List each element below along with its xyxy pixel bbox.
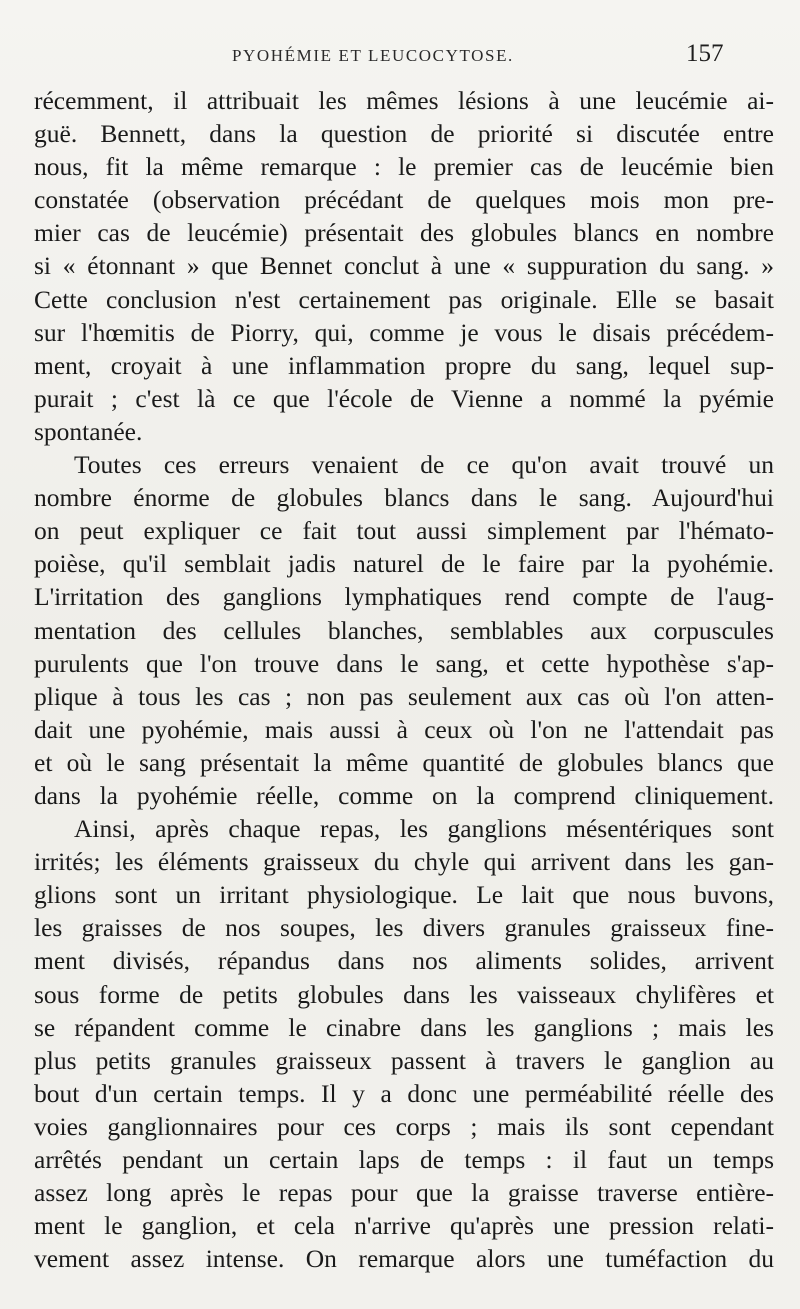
text-line: poièse, qu'il semblait jadis naturel de le faire par la pyohémie. xyxy=(34,549,774,579)
text-line: assez long après le repas pour que la graisse traverse entière- xyxy=(34,1178,774,1208)
text-line: voies ganglionnaires pour ces corps ; mais ils sont cependant xyxy=(34,1111,774,1141)
text-line: et où le sang présentait la même quantité de globules blancs que xyxy=(34,747,774,777)
text-line: plique à tous les cas ; non pas seulement aux cas où l'on atten- xyxy=(34,681,774,711)
text-line: purait ; c'est là ce que l'école de Vienne a nommé la pyémie xyxy=(34,383,774,413)
text-line: Ainsi, après chaque repas, les ganglions mésentériques sont xyxy=(74,814,774,844)
text-line: ment le ganglion, et cela n'arrive qu'après une pression relati- xyxy=(34,1211,774,1241)
text-line: si « étonnant » que Bennet conclut à une « suppuration du sang. » xyxy=(34,251,774,281)
body-text xyxy=(34,84,774,1275)
text-line: nombre énorme de globules blancs dans le sang. Aujourd'hui xyxy=(34,483,774,513)
text-line: dans la pyohémie réelle, comme on la comprend cliniquement. xyxy=(34,780,774,810)
text-line: Cette conclusion n'est certainement pas originale. Elle se basait xyxy=(34,284,774,314)
page-number: 157 xyxy=(686,40,724,67)
text-line: plus petits granules graisseux passent à travers le ganglion au xyxy=(34,1045,774,1075)
text-line: sous forme de petits globules dans les vaisseaux chylifères et xyxy=(34,979,774,1009)
text-line: mier cas de leucémie) présentait des globules blancs en nombre xyxy=(34,218,774,248)
text-line: glions sont un irritant physiologique. Le lait que nous buvons, xyxy=(34,880,774,910)
running-title: PYOHÉMIE ET LEUCOCYTOSE. xyxy=(232,46,514,65)
text-line: L'irritation des ganglions lymphatiques rend compte de l'aug- xyxy=(34,582,774,612)
text-line: spontanée. xyxy=(34,416,143,446)
text-line: nous, fit la même remarque : le premier cas de leucémie bien xyxy=(34,152,774,182)
text-line: constatée (observation précédant de quelques mois mon pre- xyxy=(34,185,774,215)
text-line: récemment, il attribuait les mêmes lésions à une leucémie ai- xyxy=(34,86,774,115)
text-line: dait une pyohémie, mais aussi à ceux où l'on ne l'attendait pas xyxy=(34,714,774,744)
text-line: purulents que l'on trouve dans le sang, et cette hypothèse s'ap- xyxy=(34,648,774,678)
text-line: on peut expliquer ce fait tout aussi simplement par l'hémato- xyxy=(34,516,774,546)
text-line: ment divisés, répandus dans nos aliments solides, arrivent xyxy=(34,946,774,976)
text-line: Toutes ces erreurs venaient de ce qu'on avait trouvé un xyxy=(74,450,774,480)
text-line: sur l'hœmitis de Piorry, qui, comme je vous le disais précédem- xyxy=(34,317,774,347)
page-header xyxy=(0,40,800,70)
text-line: ment, croyait à une inflammation propre du sang, lequel sup- xyxy=(34,350,774,380)
text-line: guë. Bennett, dans la question de priorité si discutée entre xyxy=(34,119,774,149)
text-line: mentation des cellules blanches, semblables aux corpuscules xyxy=(34,615,774,645)
text-line: irrités; les éléments graisseux du chyle qui arrivent dans les gan- xyxy=(34,847,774,877)
text-line: bout d'un certain temps. Il y a donc une perméabilité réelle des xyxy=(34,1078,774,1108)
text-line: vement assez intense. On remarque alors une tuméfaction du xyxy=(34,1244,774,1274)
text-line: arrêtés pendant un certain laps de temps : il faut un temps xyxy=(34,1145,774,1174)
text-line: se répandent comme le cinabre dans les ganglions ; mais les xyxy=(34,1012,774,1042)
text-line: les graisses de nos soupes, les divers granules graisseux fine- xyxy=(34,913,774,943)
